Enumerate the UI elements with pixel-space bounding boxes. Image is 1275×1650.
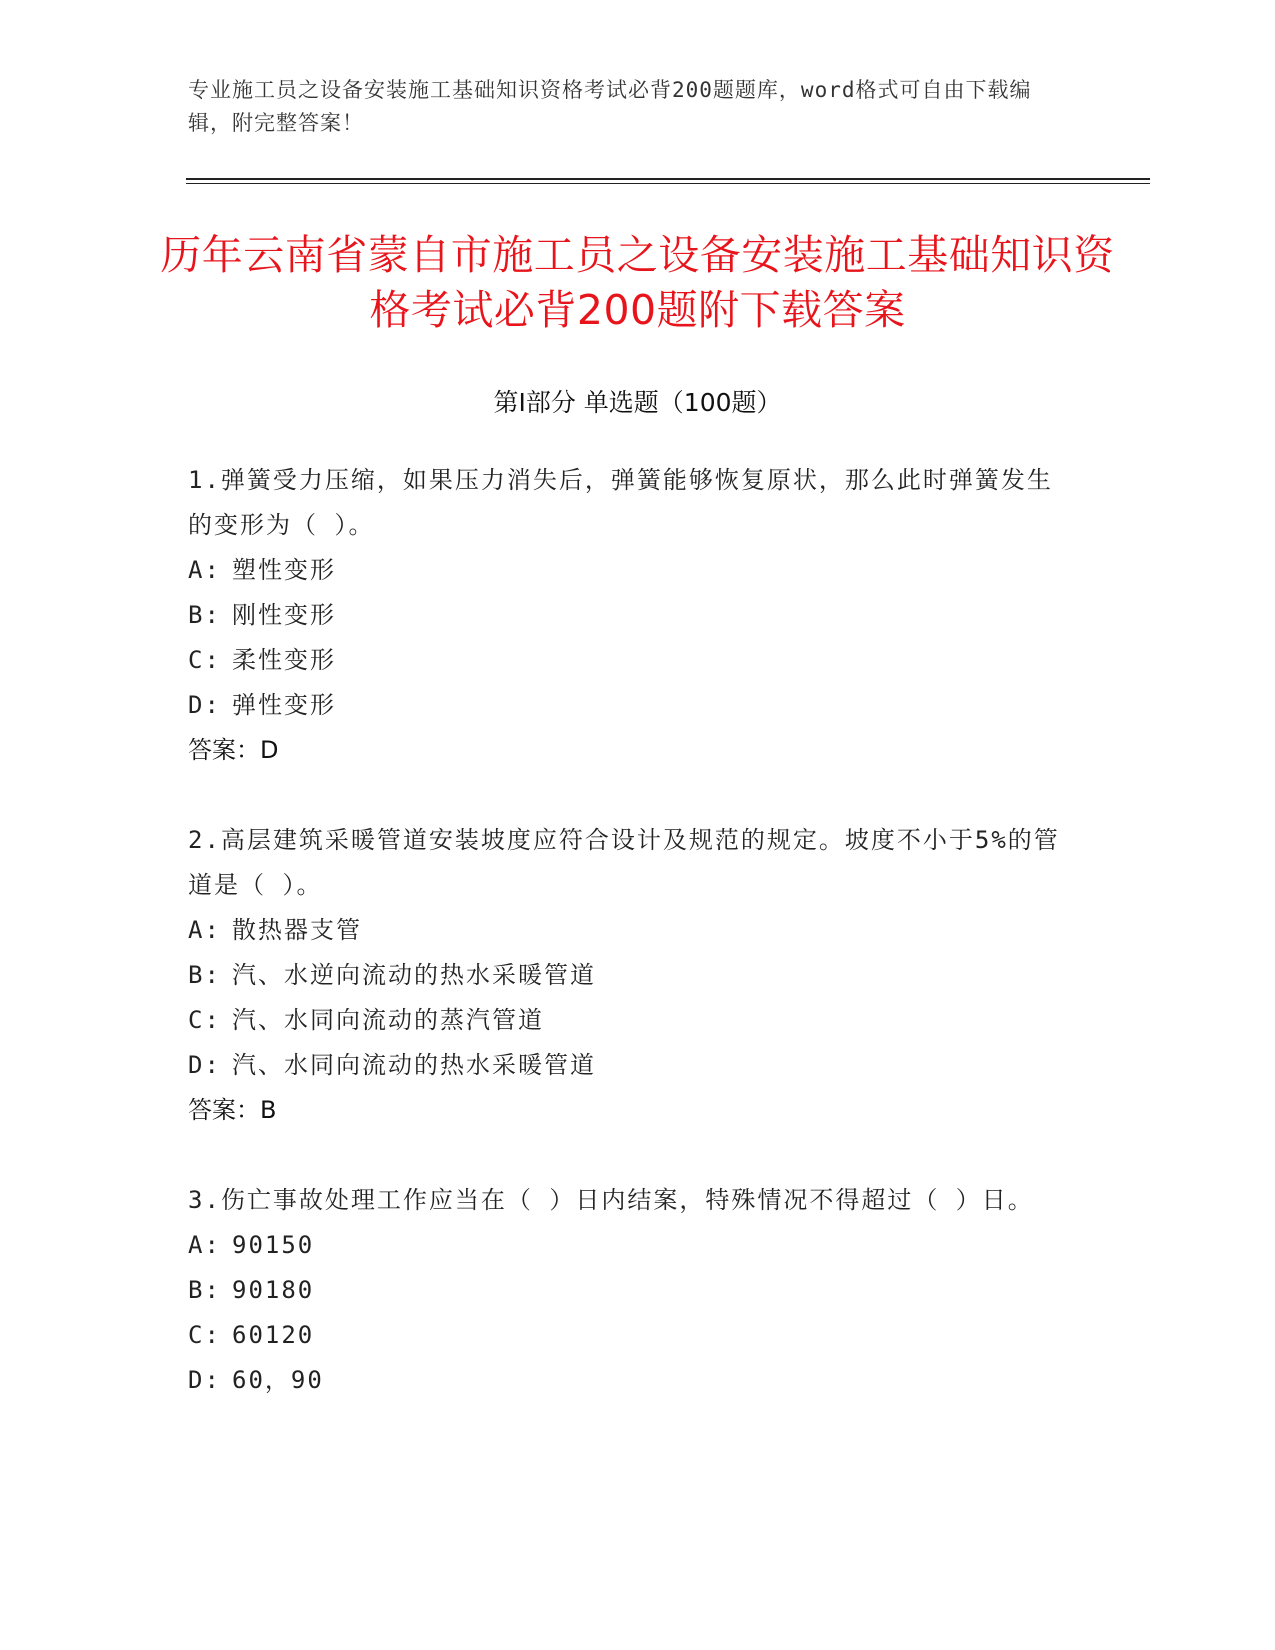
option-letter: B: <box>188 1276 221 1304</box>
option-letter: D: <box>188 691 221 719</box>
option-text: 60120 <box>232 1321 315 1349</box>
option-letter: A: <box>188 556 221 584</box>
option-c <box>188 998 1068 1043</box>
option-d <box>188 1358 1068 1403</box>
option-a <box>188 908 1068 953</box>
question-stem: 1.弹簧受力压缩，如果压力消失后，弹簧能够恢复原状，那么此时弹簧发生的变形为（ ）。 <box>188 466 1053 539</box>
question-2 <box>188 818 1068 1133</box>
option-c <box>188 638 1068 683</box>
option-a <box>188 548 1068 593</box>
option-letter: A: <box>188 916 221 944</box>
option-c <box>188 1313 1068 1358</box>
option-letter: C: <box>188 646 221 674</box>
option-letter: D: <box>188 1051 221 1079</box>
option-d <box>188 1043 1068 1088</box>
section-title: 第Ⅰ部分 单选题（100题） <box>493 388 782 417</box>
option-text: 刚性变形 <box>232 601 336 629</box>
option-text: 汽、水同向流动的热水采暖管道 <box>232 1051 596 1079</box>
option-text: 弹性变形 <box>232 691 336 719</box>
option-b <box>188 593 1068 638</box>
option-d <box>188 683 1068 728</box>
option-text: 汽、水逆向流动的热水采暖管道 <box>232 961 596 989</box>
option-letter: C: <box>188 1321 221 1349</box>
question-1 <box>188 458 1068 773</box>
option-text: 90150 <box>232 1231 315 1259</box>
answer: 答案：B <box>188 1096 277 1124</box>
option-text: 塑性变形 <box>232 556 336 584</box>
option-letter: D: <box>188 1366 221 1394</box>
option-letter: B: <box>188 601 221 629</box>
option-letter: B: <box>188 961 221 989</box>
answer: 答案：D <box>188 736 279 764</box>
option-text: 60，90 <box>232 1366 324 1394</box>
option-text: 散热器支管 <box>232 916 362 944</box>
header-rule-thick <box>186 178 1150 180</box>
option-b <box>188 1268 1068 1313</box>
option-text: 90180 <box>232 1276 315 1304</box>
question-stem: 3.伤亡事故处理工作应当在（ ）日内结案，特殊情况不得超过（ ）日。 <box>188 1186 1034 1214</box>
document-title: 历年云南省蒙自市施工员之设备安装施工基础知识资格考试必背200题附下载答案 <box>160 231 1115 334</box>
question-stem: 2.高层建筑采暖管道安装坡度应符合设计及规范的规定。坡度不小于5%的管道是（ ）。 <box>188 826 1060 899</box>
header-note: 专业施工员之设备安装施工基础知识资格考试必背200题题库，word格式可自由下载编辑，附完整答案！ <box>188 78 1032 135</box>
option-letter: A: <box>188 1231 221 1259</box>
header-rule-thin <box>186 183 1150 184</box>
question-3 <box>188 1178 1068 1403</box>
option-b <box>188 953 1068 998</box>
option-a <box>188 1223 1068 1268</box>
option-letter: C: <box>188 1006 221 1034</box>
option-text: 柔性变形 <box>232 646 336 674</box>
option-text: 汽、水同向流动的蒸汽管道 <box>232 1006 544 1034</box>
